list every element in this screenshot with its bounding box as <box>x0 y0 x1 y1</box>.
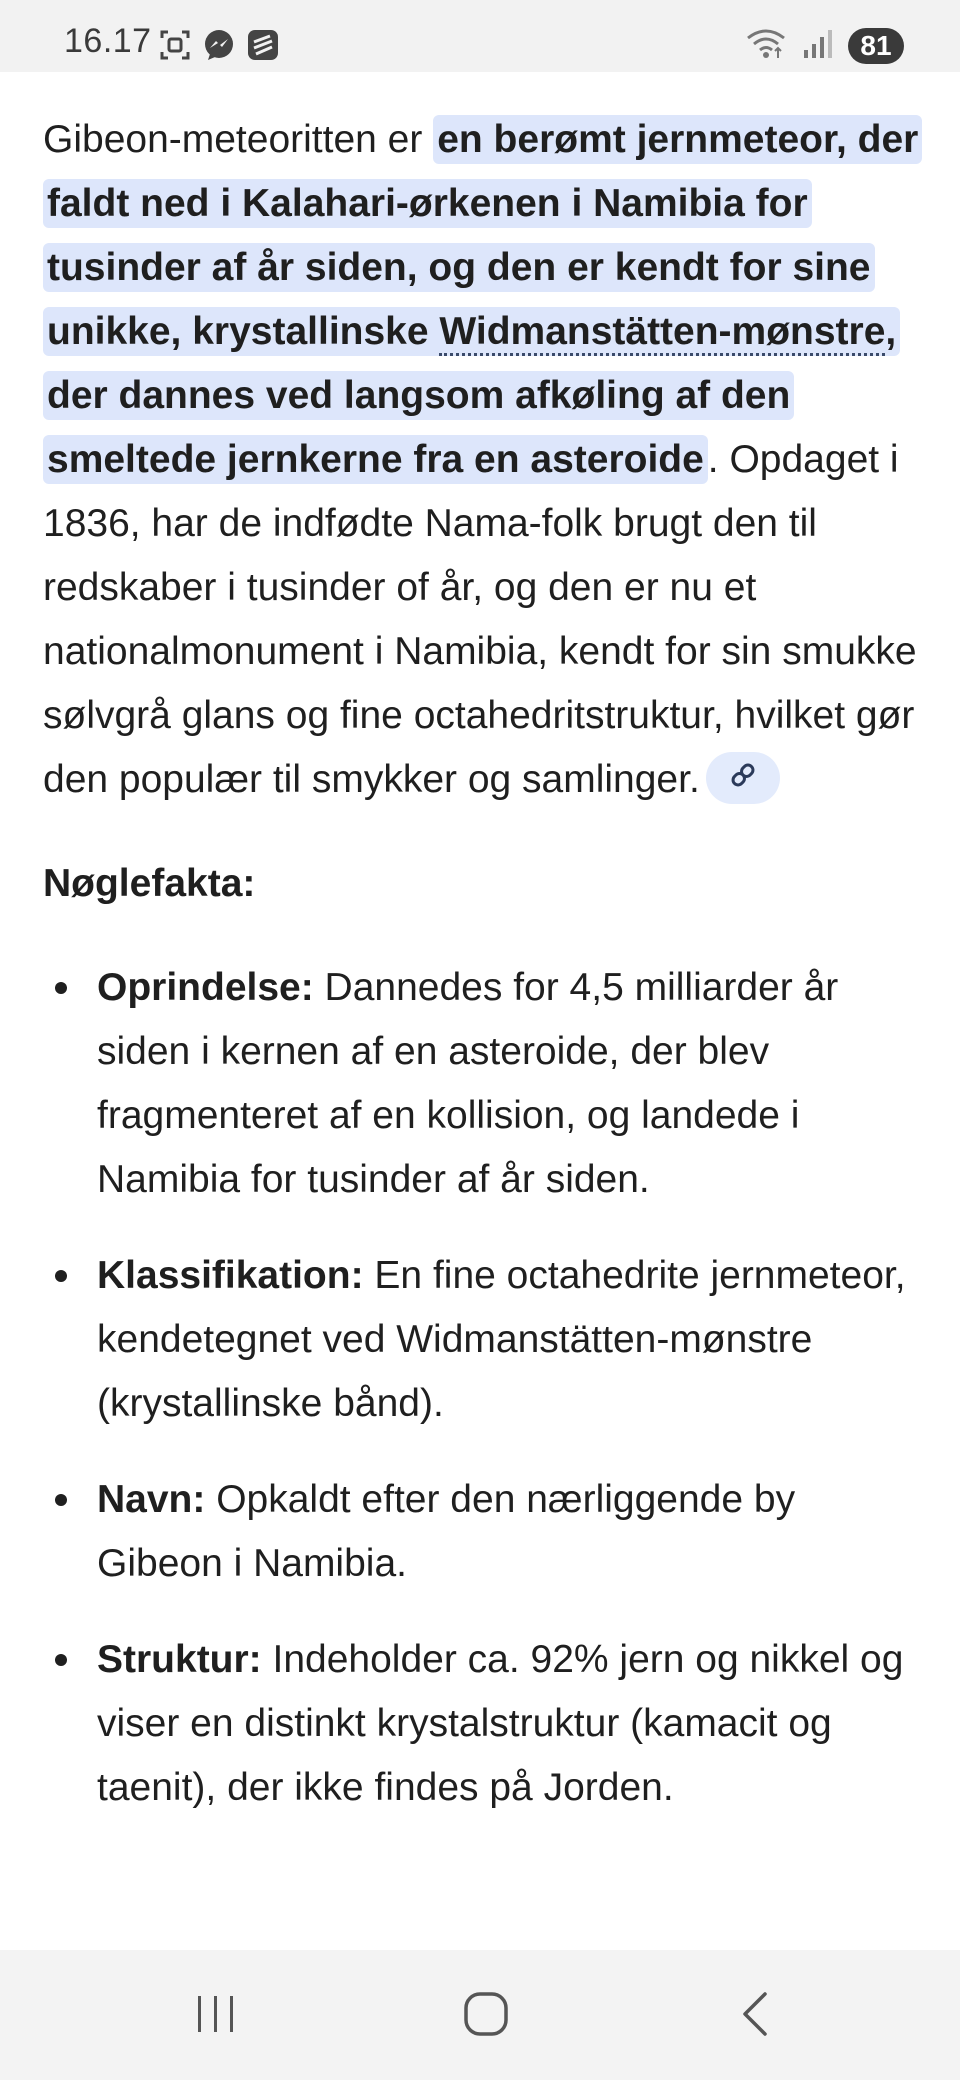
navigation-bar <box>0 1950 960 2080</box>
list-item <box>43 1244 923 1436</box>
answer-content <box>43 108 923 1852</box>
back-icon <box>735 1990 775 2043</box>
system-icons <box>746 26 904 65</box>
screenshot-icon <box>158 28 192 67</box>
stack-app-icon <box>246 28 280 67</box>
bullet-icon <box>55 1494 67 1506</box>
key-facts-heading: Nøglefakta: <box>43 862 256 905</box>
back-button[interactable] <box>715 1984 795 2048</box>
source-link-button[interactable] <box>706 752 780 804</box>
list-item <box>43 956 923 1212</box>
bullet-icon <box>55 1270 67 1282</box>
home-button[interactable] <box>446 1984 526 2048</box>
paragraph-rest: . Opdaget i 1836, har de indfødte Nama-folk brugt den til redskaber i tusinder of år, og den er nu et nationalmonument i Namibia, kendt for sin smukke sølvgrå glans og fine octahedritstruktur, hvilket gør den populær til smykker og samlinger. <box>43 438 917 801</box>
highlight-text: en berømt jernmeteor, der faldt ned i Kalahari-ørkenen i Namibia for tusinder af år siden, og den er kendt for sine unikke, krystallinske <box>47 118 919 353</box>
recent-apps-icon <box>192 1992 240 2041</box>
key-facts-list <box>43 956 923 1820</box>
highlighted-passage[interactable] <box>43 115 922 484</box>
notification-icons <box>158 30 280 64</box>
highlight-text-end: , der dannes ved langsom afkøling af den smeltede jernkerne fra en asteroide <box>47 310 897 481</box>
fact-label: Klassifikation: <box>97 1254 364 1297</box>
fact-label: Navn: <box>97 1478 206 1521</box>
fact-label: Oprindelse: <box>97 966 314 1009</box>
fact-text: Indeholder ca. 92% jern og nikkel og viser en distinkt krystalstruktur (kamacit og taenit), der ikke findes på Jorden. <box>97 1638 904 1809</box>
list-item <box>43 1468 923 1596</box>
wifi-icon <box>746 26 786 65</box>
intro-text: Gibeon-meteoritten er <box>43 118 434 161</box>
list-item <box>43 1628 923 1820</box>
fact-text: En fine octahedrite jernmeteor, kendetegnet ved Widmanstätten-mønstre (krystallinske bånd). <box>97 1254 906 1425</box>
intro-paragraph <box>43 108 923 812</box>
fact-text: Opkaldt efter den nærliggende by Gibeon i Namibia. <box>97 1478 796 1585</box>
status-bar <box>0 0 960 72</box>
battery-indicator: 81 <box>848 28 904 64</box>
link-icon <box>728 746 758 810</box>
status-time: 16.17 <box>64 22 152 60</box>
bullet-icon <box>55 1654 67 1666</box>
messenger-icon <box>202 28 236 67</box>
home-icon <box>462 1990 510 2043</box>
fact-label: Struktur: <box>97 1638 262 1681</box>
widmanstatten-link[interactable]: Widmanstätten-mønstre <box>439 310 885 356</box>
recent-apps-button[interactable] <box>176 1984 256 2048</box>
bullet-icon <box>55 982 67 994</box>
fact-text: Dannedes for 4,5 milliarder år siden i kernen af en asteroide, der blev fragmenteret af en kollision, og landede i Namibia for tusinder af år siden. <box>97 966 839 1201</box>
signal-icon <box>802 26 832 65</box>
